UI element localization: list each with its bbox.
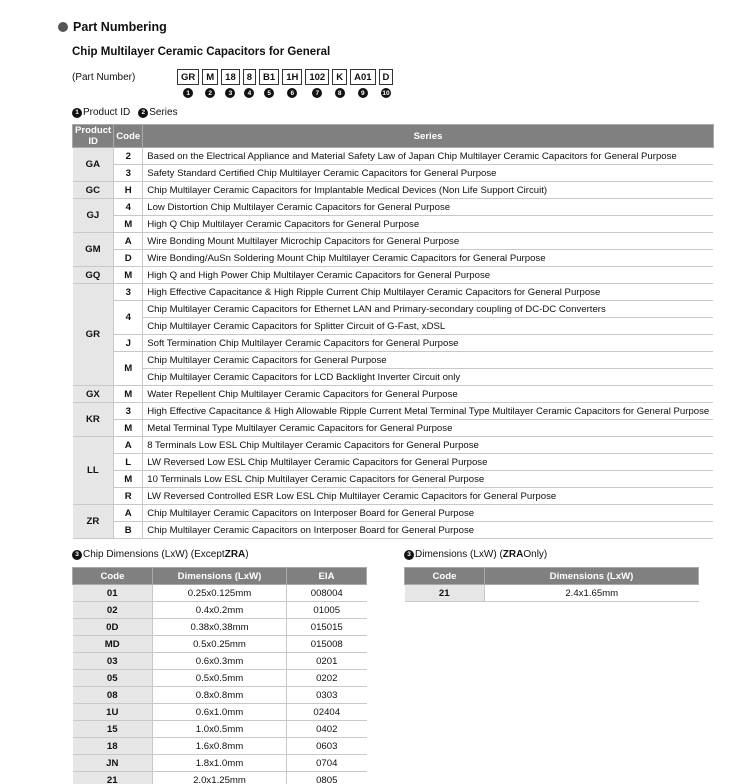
header-eia: EIA <box>287 568 367 585</box>
part-number-box: A01 <box>350 69 375 85</box>
eia-cell: 0805 <box>287 772 367 784</box>
series-description: Wire Bonding/AuSn Soldering Mount Chip Multilayer Ceramic Capacitors for General Purpose <box>147 252 546 264</box>
product-id-cell: GR <box>73 284 114 386</box>
circled-number-icon: 3 <box>72 550 82 560</box>
series-description: Wire Bonding Mount Multilayer Microchip Capacitors for General Purpose <box>147 235 460 247</box>
series-description-cell <box>143 420 714 437</box>
eia-cell: 0201 <box>287 653 367 670</box>
part-number-label: (Part Number) <box>72 72 136 83</box>
series-description-cell <box>143 437 714 454</box>
code-cell: H <box>114 182 143 199</box>
table-row <box>73 352 714 369</box>
code-cell: D <box>114 250 143 267</box>
dimensions-cell: 1.0x0.5mm <box>153 721 287 738</box>
part-number-segment <box>350 69 375 98</box>
code-cell: 1U <box>73 704 153 721</box>
series-table <box>72 124 714 539</box>
eia-cell: 0603 <box>287 738 367 755</box>
dimensions-cell: 0.4x0.2mm <box>153 602 287 619</box>
series-description-cell <box>143 233 714 250</box>
part-number-segment <box>243 69 256 98</box>
caption-text: Chip Dimensions (LxW) (Except <box>83 549 225 560</box>
table-row <box>73 267 714 284</box>
caption-zra-dimensions <box>404 549 547 560</box>
series-description: Low Distortion Chip Multilayer Ceramic Capacitors for General Purpose <box>147 201 451 213</box>
code-cell: R <box>114 488 143 505</box>
series-description-cell <box>143 165 714 182</box>
code-cell: A <box>114 437 143 454</box>
table-row <box>73 233 714 250</box>
code-cell: 0D <box>73 619 153 636</box>
product-id-cell: GC <box>73 182 114 199</box>
eia-cell: 015008 <box>287 636 367 653</box>
code-cell: 15 <box>73 721 153 738</box>
product-id-cell: ZR <box>73 505 114 539</box>
header-series: Series <box>143 125 714 148</box>
table-row <box>73 755 367 772</box>
table-row <box>73 687 367 704</box>
code-cell: 2 <box>114 148 143 165</box>
part-number-box: M <box>202 69 218 85</box>
circled-number-icon: 6 <box>287 88 297 98</box>
series-description: Chip Multilayer Ceramic Capacitors for General Purpose <box>147 354 387 366</box>
dimensions-cell: 0.5x0.25mm <box>153 636 287 653</box>
circled-number-icon: 7 <box>312 88 322 98</box>
caption-bold: ZRA <box>224 549 246 560</box>
table-row <box>73 165 714 182</box>
eia-cell: 01005 <box>287 602 367 619</box>
code-cell: J <box>114 335 143 352</box>
series-description-cell <box>143 369 714 386</box>
series-description: 10 Terminals Low ESL Chip Multilayer Ceramic Capacitors for General Purpose <box>147 473 485 485</box>
part-number-segment <box>305 69 329 98</box>
table-row <box>73 670 367 687</box>
table-row <box>73 386 714 403</box>
table-row <box>73 437 714 454</box>
table-row <box>73 284 714 301</box>
table-row <box>73 301 714 318</box>
table-row <box>73 420 714 437</box>
code-cell: 21 <box>73 772 153 784</box>
table-row <box>73 454 714 471</box>
code-cell: 01 <box>73 585 153 602</box>
table-row <box>73 721 367 738</box>
series-description: Chip Multilayer Ceramic Capacitors for Ethernet LAN and Primary-secondary coupling of DC-DC Converters <box>147 303 606 315</box>
header-code: Code <box>73 568 153 585</box>
code-cell: 3 <box>114 403 143 420</box>
part-number-segment <box>221 69 240 98</box>
series-description-cell <box>143 301 714 318</box>
code-cell: MD <box>73 636 153 653</box>
header-product-id: Product ID <box>73 125 114 148</box>
table-row <box>73 636 367 653</box>
product-id-cell: KR <box>73 403 114 437</box>
part-number-segment <box>282 69 302 98</box>
series-description-cell <box>143 454 714 471</box>
eia-cell: 0402 <box>287 721 367 738</box>
code-cell: 21 <box>405 585 485 602</box>
circled-number-icon: 5 <box>264 88 274 98</box>
series-description: High Q Chip Multilayer Ceramic Capacitors for General Purpose <box>147 218 420 230</box>
table-row <box>73 471 714 488</box>
code-cell: M <box>114 386 143 403</box>
series-description-cell <box>143 386 714 403</box>
header-dimensions: Dimensions (LxW) <box>485 568 699 585</box>
header-code: Code <box>114 125 143 148</box>
circled-number-icon: 1 <box>72 108 82 118</box>
series-description-cell <box>143 471 714 488</box>
dimensions-cell: 2.0x1.25mm <box>153 772 287 784</box>
series-description-cell <box>143 522 714 539</box>
part-number-segment <box>332 69 347 98</box>
table-row <box>73 216 714 233</box>
caption-text: Only) <box>523 549 548 560</box>
code-cell: M <box>114 471 143 488</box>
dimensions-cell: 0.6x1.0mm <box>153 704 287 721</box>
circled-number-icon: 4 <box>244 88 254 98</box>
table-row <box>73 488 714 505</box>
caption-chip-dimensions <box>72 549 249 560</box>
table-row <box>73 619 367 636</box>
table-row <box>73 335 714 352</box>
caption-product-id: Product ID <box>83 107 131 118</box>
code-cell: 08 <box>73 687 153 704</box>
eia-cell: 02404 <box>287 704 367 721</box>
series-description: High Effective Capacitance & High Allowable Ripple Current Metal Terminal Type Multilayer Ceramic Capacitors for General Purpose <box>147 405 710 417</box>
circled-number-icon: 2 <box>138 108 148 118</box>
table-row <box>73 369 714 386</box>
series-description: LW Reversed Controlled ESR Low ESL Chip Multilayer Ceramic Capacitors for General Purpose <box>147 490 557 502</box>
section-title <box>58 20 167 34</box>
table-row <box>73 585 367 602</box>
series-description-cell <box>143 318 714 335</box>
product-id-cell: GM <box>73 233 114 267</box>
table-row <box>73 738 367 755</box>
code-cell: A <box>114 233 143 250</box>
series-description-cell <box>143 216 714 233</box>
table-row <box>73 653 367 670</box>
series-description: Metal Terminal Type Multilayer Ceramic Capacitors for General Purpose <box>147 422 453 434</box>
table-row <box>73 522 714 539</box>
eia-cell: 0202 <box>287 670 367 687</box>
code-cell: 18 <box>73 738 153 755</box>
series-description: Soft Termination Chip Multilayer Ceramic Capacitors for General Purpose <box>147 337 459 349</box>
series-description: High Q and High Power Chip Multilayer Ceramic Capacitors for General Purpose <box>147 269 491 281</box>
sub-title: Chip Multilayer Ceramic Capacitors for General <box>72 46 331 58</box>
code-cell: 03 <box>73 653 153 670</box>
table-row <box>73 505 714 522</box>
dimensions-table <box>72 567 367 784</box>
series-description: High Effective Capacitance & High Ripple Current Chip Multilayer Ceramic Capacitors for General Purpose <box>147 286 601 298</box>
table-row <box>73 199 714 216</box>
part-number-box: 102 <box>305 69 329 85</box>
code-cell: JN <box>73 755 153 772</box>
eia-cell: 0303 <box>287 687 367 704</box>
eia-cell: 0704 <box>287 755 367 772</box>
dimensions-cell: 0.8x0.8mm <box>153 687 287 704</box>
code-cell: M <box>114 216 143 233</box>
series-description-cell <box>143 488 714 505</box>
part-number-segment <box>177 69 199 98</box>
series-description-cell <box>143 352 714 369</box>
part-number-box: D <box>379 69 394 85</box>
product-id-cell: GA <box>73 148 114 182</box>
dimensions-cell: 0.6x0.3mm <box>153 653 287 670</box>
part-number-segment <box>259 69 279 98</box>
series-description: LW Reversed Low ESL Chip Multilayer Ceramic Capacitors for General Purpose <box>147 456 488 468</box>
code-cell: 05 <box>73 670 153 687</box>
circled-number-icon: 2 <box>205 88 215 98</box>
circled-number-icon: 3 <box>225 88 235 98</box>
series-description-cell <box>143 182 714 199</box>
series-description-cell <box>143 335 714 352</box>
circled-number-icon: 3 <box>404 550 414 560</box>
series-description: Water Repellent Chip Multilayer Ceramic Capacitors for General Purpose <box>147 388 458 400</box>
part-number-diagram <box>177 69 393 98</box>
product-id-cell: GJ <box>73 199 114 233</box>
series-description-cell <box>143 403 714 420</box>
code-cell: 3 <box>114 165 143 182</box>
part-number-box: 18 <box>221 69 240 85</box>
dimensions-cell: 0.5x0.5mm <box>153 670 287 687</box>
dimensions-cell: 1.8x1.0mm <box>153 755 287 772</box>
code-cell: M <box>114 352 143 386</box>
bullet-dot-icon <box>58 22 68 32</box>
circled-number-icon: 1 <box>183 88 193 98</box>
caption-text: ) <box>245 549 249 560</box>
circled-number-icon: 8 <box>335 88 345 98</box>
part-number-segment <box>379 69 394 98</box>
dimensions-cell: 0.38x0.38mm <box>153 619 287 636</box>
caption-text: Dimensions (LxW) ( <box>415 549 503 560</box>
dimensions-cell: 1.6x0.8mm <box>153 738 287 755</box>
code-cell: L <box>114 454 143 471</box>
caption-product-series <box>72 107 178 118</box>
series-description-cell <box>143 284 714 301</box>
series-description-cell <box>143 505 714 522</box>
product-id-cell: GX <box>73 386 114 403</box>
code-cell: 02 <box>73 602 153 619</box>
series-description: Chip Multilayer Ceramic Capacitors for Splitter Circuit of G-Fast, xDSL <box>147 320 446 332</box>
code-cell: M <box>114 420 143 437</box>
product-id-cell: LL <box>73 437 114 505</box>
part-number-box: K <box>332 69 347 85</box>
code-cell: B <box>114 522 143 539</box>
series-description-cell <box>143 199 714 216</box>
series-description-cell <box>143 250 714 267</box>
series-description-cell <box>143 267 714 284</box>
part-number-segment <box>202 69 218 98</box>
part-number-box: 8 <box>243 69 256 85</box>
series-description: Chip Multilayer Ceramic Capacitors for Implantable Medical Devices (Non Life Support Circuit) <box>147 184 548 196</box>
part-number-box: B1 <box>259 69 279 85</box>
code-cell: A <box>114 505 143 522</box>
table-row <box>73 403 714 420</box>
section-title-text: Part Numbering <box>73 20 167 34</box>
header-dimensions: Dimensions (LxW) <box>153 568 287 585</box>
dimensions-cell: 0.25x0.125mm <box>153 585 287 602</box>
circled-number-icon: 10 <box>382 89 390 97</box>
table-row <box>73 602 367 619</box>
code-cell: 4 <box>114 301 143 335</box>
series-description: Based on the Electrical Appliance and Material Safety Law of Japan Chip Multilayer Ceramic Capacitors for General Purpose <box>147 150 677 162</box>
caption-series: Series <box>149 107 178 118</box>
eia-cell: 008004 <box>287 585 367 602</box>
table-row <box>73 772 367 784</box>
caption-bold: ZRA <box>502 549 524 560</box>
eia-cell: 015015 <box>287 619 367 636</box>
dimensions-cell: 2.4x1.65mm <box>485 585 699 602</box>
series-description: Chip Multilayer Ceramic Capacitors on Interposer Board for General Purpose <box>147 524 475 536</box>
table-row <box>73 318 714 335</box>
series-description: 8 Terminals Low ESL Chip Multilayer Ceramic Capacitors for General Purpose <box>147 439 479 451</box>
code-cell: 3 <box>114 284 143 301</box>
code-cell: M <box>114 267 143 284</box>
table-row <box>73 704 367 721</box>
product-id-cell: GQ <box>73 267 114 284</box>
series-description: Chip Multilayer Ceramic Capacitors for LCD Backlight Inverter Circuit only <box>147 371 461 383</box>
table-row <box>73 148 714 165</box>
header-code: Code <box>405 568 485 585</box>
series-description: Chip Multilayer Ceramic Capacitors on Interposer Board for General Purpose <box>147 507 475 519</box>
series-description: Safety Standard Certified Chip Multilayer Ceramic Capacitors for General Purpose <box>147 167 497 179</box>
part-number-box: 1H <box>282 69 302 85</box>
series-description-cell <box>143 148 714 165</box>
code-cell: 4 <box>114 199 143 216</box>
table-row <box>73 182 714 199</box>
table-row <box>73 250 714 267</box>
part-number-box: GR <box>177 69 199 85</box>
table-row <box>405 585 699 602</box>
circled-number-icon: 9 <box>358 88 368 98</box>
zra-dimensions-table <box>404 567 699 602</box>
